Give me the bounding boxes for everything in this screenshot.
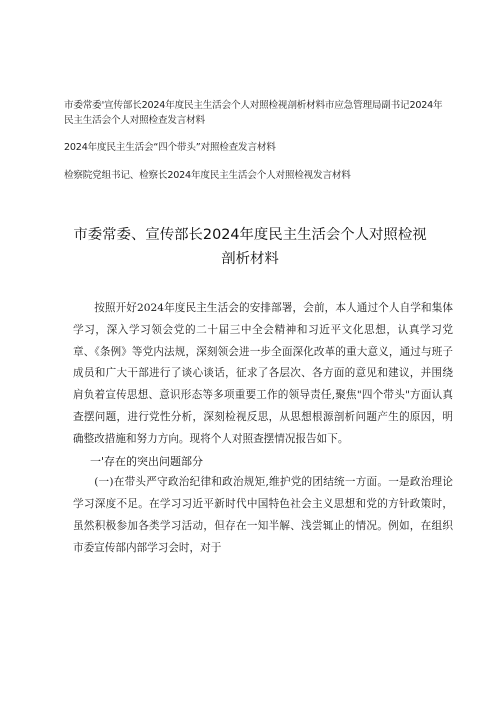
title-line-1: 市委常委、宣传部长2024年度民主生活会个人对照检视 (73, 227, 427, 243)
document-body (73, 298, 454, 560)
toc-item-1[interactable]: 市委常委'宣传部长2024年度民主生活会个人对照检视剖析材料市应急管理局副书记2024年民主生活会个人对照检查发言材料 (64, 100, 443, 126)
intro-paragraph: 按照开好2024年度民主生活会的安排部署，会前，本人通过个人自学和集体学习，深入学习领会党的二十届三中全会精神和习近平文化思想，认真学习党章、《条例》等党内法规，深刻领会进一步全面深化改革的重大意义，通过与班子成员和广大干部进行了谈心谈话，征求了各层次、各方面的意见和建议，并围绕肩负着宣传思想、意识形态等多项重要工作的领导责任,聚焦"四个带头"方面认真查摆问题，进行党性分析，深刻检视反思，从思想根源剖析问题产生的原因，明确整改措施和努力方向。现将个人对照查摆情况报告如下。 (73, 302, 453, 445)
document-title (0, 223, 500, 271)
sub-paragraph: (一)在带头严守政治纪律和政治规矩,维护党的团结统一方面。一是政治理论学习深度不足。在学习习近平新时代中国特色社会主义思想和党的方针政策时，虽然积极参加各类学习活动，但存在一知半解、浅尝辄止的情况。例如，在组织市委宣传部内部学习会时，对于 (73, 476, 453, 554)
section-heading: 一'存在的突出问题部分 (90, 454, 204, 468)
table-of-contents (64, 98, 444, 183)
title-line-2: 剖析材料 (221, 251, 279, 267)
toc-item-2[interactable]: 2024年度民主生活会“四个带头”对照检查发言材料 (64, 142, 276, 153)
body-wrap (73, 298, 453, 560)
toc-item-3[interactable]: 检察院党组书记、检察长2024年度民主生活会个人对照检视发言材料 (64, 170, 351, 181)
